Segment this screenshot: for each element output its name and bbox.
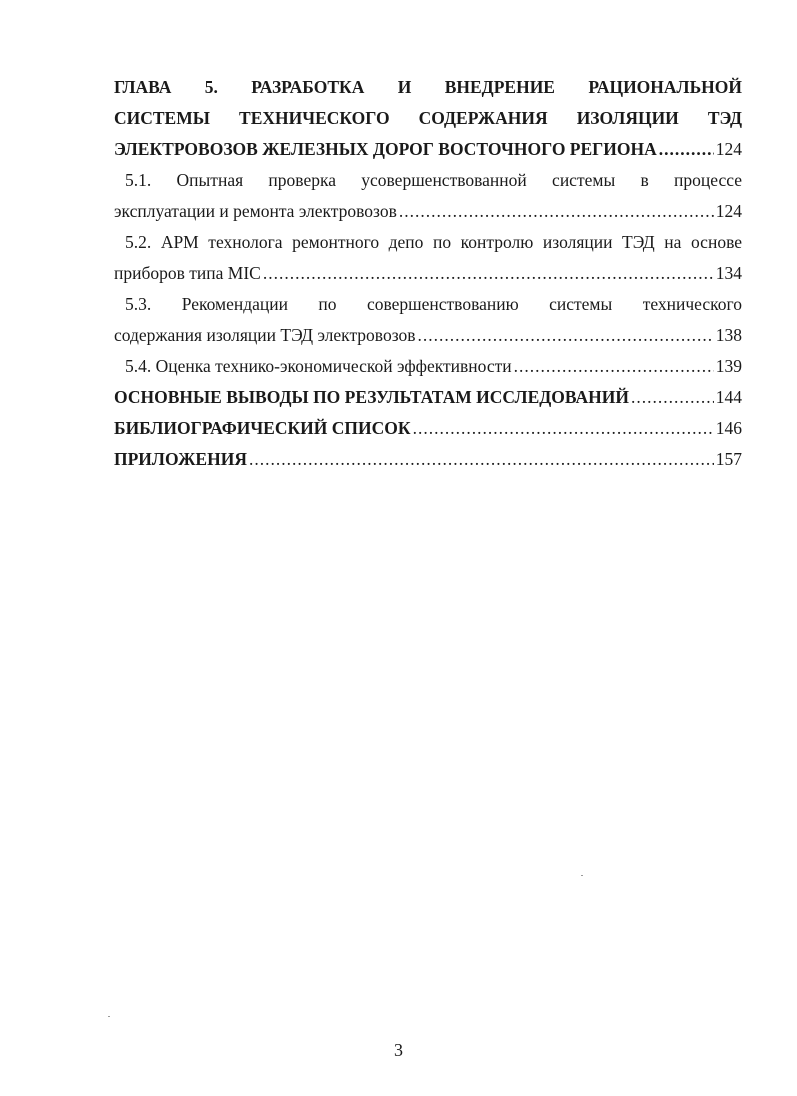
toc-section-5-4-title: 5.4. Оценка технико-экономической эффективности [125, 356, 512, 376]
toc-chapter5-line1: ГЛАВА 5. РАЗРАБОТКА И ВНЕДРЕНИЕ РАЦИОНАЛЬНОЙ [114, 77, 742, 97]
toc-appendices-page: 157 [715, 449, 742, 469]
leader-dots [514, 351, 714, 382]
leader-dots [263, 258, 714, 289]
toc-chapter5-page: 124 [715, 139, 742, 159]
toc-section-5-1-title-end: эксплуатации и ремонта электровозов [114, 201, 397, 221]
leader-dots [399, 196, 714, 227]
leader-dots [631, 382, 714, 413]
toc-section-5-4-page: 139 [715, 356, 742, 376]
toc-section-5-3-page: 138 [715, 325, 742, 345]
toc-bibliography-page: 146 [715, 418, 742, 438]
toc-appendices [114, 444, 742, 475]
toc-chapter5-line2: СИСТЕМЫ ТЕХНИЧЕСКОГО СОДЕРЖАНИЯ ИЗОЛЯЦИИ ТЭД [114, 108, 742, 128]
leader-dots [659, 134, 714, 165]
leader-dots [249, 444, 714, 475]
toc-section-5-1-line1: 5.1. Опытная проверка усовершенствованной системы в процессе [125, 170, 742, 190]
toc-appendices-title: ПРИЛОЖЕНИЯ [114, 449, 247, 469]
scan-speck [108, 1016, 110, 1017]
toc-bibliography [114, 413, 742, 444]
toc-section-5-3-line2 [114, 320, 742, 351]
toc-section-5-3-title-end: содержания изоляции ТЭД электровозов [114, 325, 416, 345]
toc-section-5-3-line1: 5.3. Рекомендации по совершенствованию системы технического [125, 294, 742, 314]
leader-dots [418, 320, 714, 351]
page-number: 3 [394, 1040, 403, 1060]
toc-section-5-2-title-end: приборов типа MIC [114, 263, 261, 283]
table-of-contents [114, 72, 742, 475]
toc-conclusions [114, 382, 742, 413]
toc-chapter5-title-end: ЭЛЕКТРОВОЗОВ ЖЕЛЕЗНЫХ ДОРОГ ВОСТОЧНОГО РЕГИОНА [114, 139, 657, 159]
toc-bibliography-title: БИБЛИОГРАФИЧЕСКИЙ СПИСОК [114, 418, 411, 438]
toc-section-5-2-line1: 5.2. АРМ технолога ремонтного депо по контролю изоляции ТЭД на основе [125, 232, 742, 252]
toc-section-5-4 [114, 351, 742, 382]
leader-dots [413, 413, 714, 444]
toc-conclusions-page: 144 [715, 387, 742, 407]
toc-conclusions-title: ОСНОВНЫЕ ВЫВОДЫ ПО РЕЗУЛЬТАТАМ ИССЛЕДОВАНИЙ [114, 387, 629, 407]
scan-speck [581, 875, 583, 876]
toc-section-5-1-page: 124 [715, 201, 742, 221]
toc-section-5-2-line2 [114, 258, 742, 289]
toc-section-5-2-page: 134 [715, 263, 742, 283]
toc-chapter5-line3 [114, 134, 742, 165]
toc-section-5-1-line2 [114, 196, 742, 227]
